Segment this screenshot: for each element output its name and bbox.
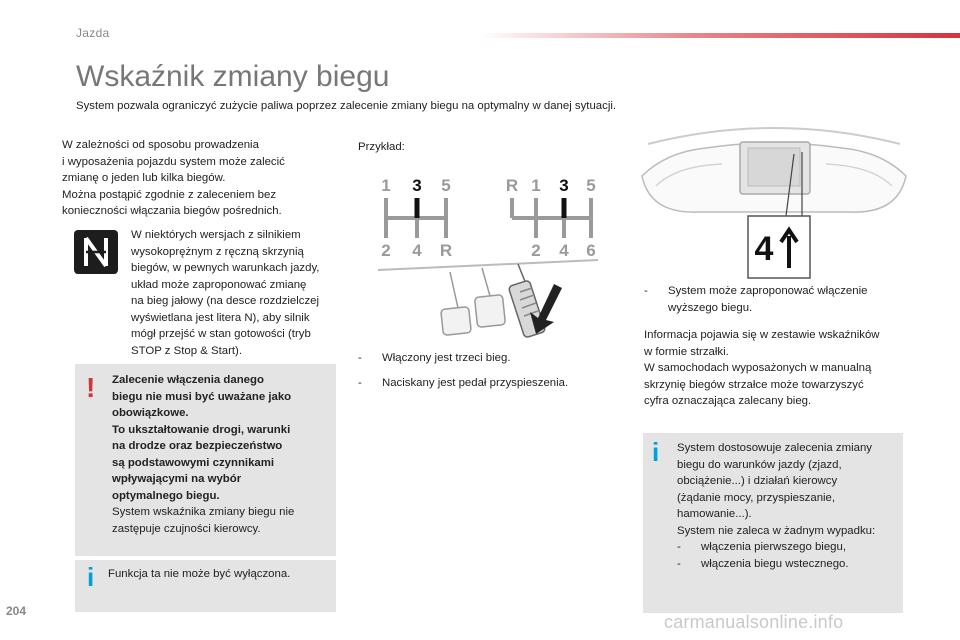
text-line: zmianę o jeden lub kilka biegów. xyxy=(62,172,226,184)
pedals xyxy=(441,264,546,338)
text-line: hamowanie...). xyxy=(677,508,752,520)
gearbox-5-speed xyxy=(381,176,452,260)
gear-label: R xyxy=(439,241,453,260)
gear-label: 5 xyxy=(441,176,451,195)
gear-label: 2 xyxy=(381,241,391,260)
warning-text xyxy=(112,372,326,537)
text-line: wysokoprężnym z ręczną skrzynią xyxy=(131,245,304,258)
text-line: cyfra oznaczająca zalecany bieg. xyxy=(644,395,812,407)
warning-icon: ! xyxy=(86,372,96,403)
info-text: Funkcja ta nie może być wyłączona. xyxy=(108,568,291,580)
text-line: konieczności włączania biegów pośrednich. xyxy=(62,205,282,217)
gear-label: 4 xyxy=(559,241,569,260)
text-line: STOP z Stop & Start). xyxy=(131,344,242,357)
text-line: biegu do warunków jazdy (zjazd, xyxy=(677,458,842,471)
warning-bold-line: Zalecenie włączenia danego xyxy=(112,374,264,386)
text-line: i wyposażenia pojazdu system może zalecić xyxy=(62,155,285,168)
warning-line: zastępuje czujności kierowcy. xyxy=(112,522,261,535)
text-line: skrzynię biegów strzałce może towarzyszyć xyxy=(644,378,864,391)
text-line: W niektórych wersjach z silnikiem xyxy=(131,229,301,241)
gear-label: 6 xyxy=(586,241,596,260)
text-line: Można postąpić zgodnie z zaleceniem bez xyxy=(62,188,277,201)
gear-label: 1 xyxy=(381,176,391,195)
text-line: W zależności od sposobu prowadzenia xyxy=(62,139,259,151)
warning-bold-line: są podstawowymi czynnikami xyxy=(112,456,275,469)
text-line: W samochodach wyposażonych w manualną xyxy=(644,362,872,374)
example-list xyxy=(358,350,608,391)
col3-paragraph xyxy=(644,327,906,410)
list-item: - Włączony jest trzeci bieg. xyxy=(358,350,608,367)
text-line: System dostosowuje zalecenia zmiany xyxy=(677,442,872,454)
instrument-cluster-illustration xyxy=(636,118,912,284)
text-line: na bieg jałowy (na desce rozdzielczej xyxy=(131,295,320,307)
text-line: System nie zaleca w żadnym wypadku: xyxy=(677,524,876,537)
info-icon: i xyxy=(652,437,660,467)
text-line: mógł przejść w stan gotowości (tryb xyxy=(131,328,311,340)
list-item: - włączenia pierwszego biegu, xyxy=(677,539,901,556)
text-line: (żądanie mocy, przyspieszanie, xyxy=(677,491,836,504)
gear-label: 5 xyxy=(586,176,596,195)
example-label: Przykład: xyxy=(358,141,405,153)
gear-label-selected: 3 xyxy=(412,176,422,195)
warning-bold-line: wpływającymi na wybór xyxy=(112,473,242,485)
list-item: - włączenia biegu wstecznego. xyxy=(677,556,901,573)
neutral-n-icon xyxy=(74,230,118,274)
watermark: carmanualsonline.info xyxy=(664,612,844,632)
col3-list xyxy=(644,283,904,316)
neutral-paragraph xyxy=(131,227,341,359)
gear-label: 2 xyxy=(531,241,541,260)
text-line: Informacja pojawia się w zestawie wskaźników xyxy=(644,329,880,341)
page-number: 204 xyxy=(6,604,27,618)
gear-label: 4 xyxy=(412,241,422,260)
text-line: w formie strzałki. xyxy=(644,345,729,358)
warning-bold-line: To ukształtowanie drogi, warunki xyxy=(112,423,291,436)
text-line: obciążenie...) i działań kierowcy xyxy=(677,475,838,487)
header-rule xyxy=(480,33,960,38)
section-header: Jazda xyxy=(76,26,110,40)
recommended-gear-digit: 4 xyxy=(754,230,774,268)
warning-bold-line: obowiązkowe. xyxy=(112,407,189,419)
gearbox-6-speed xyxy=(506,176,596,260)
info2-text xyxy=(677,440,901,572)
gear-label-selected: 3 xyxy=(559,176,569,195)
warning-bold-line: na drodze oraz bezpieczeństwo xyxy=(112,440,283,452)
warning-line: System wskaźnika zmiany biegu nie xyxy=(112,506,295,518)
info-icon: i xyxy=(87,562,95,592)
list-item: - Naciskany jest pedał przyspieszenia. xyxy=(358,375,608,392)
text-line: wyświetlana jest litera N), aby silnik xyxy=(131,311,310,324)
list-item: - System może zaproponować włączenie wyższego biegu. xyxy=(644,283,904,316)
gearbox-pedals-illustration xyxy=(358,168,620,346)
text-line: układ może zaproponować zmianę xyxy=(131,278,307,291)
warning-bold-line: optymalnego biegu. xyxy=(112,489,220,502)
gear-label: R xyxy=(505,176,519,195)
warning-bold-line: biegu nie musi być uważane jako xyxy=(112,390,292,403)
text-line: biegów, w pewnych warunkach jazdy, xyxy=(131,262,320,274)
col1-paragraph xyxy=(62,137,332,220)
intro-paragraph: System pozwala ograniczyć zużycie paliwa poprzez zalecenie zmiany biegu na optymalny w danej sytuacji. xyxy=(76,100,617,112)
page-title: Wskaźnik zmiany biegu xyxy=(76,60,390,93)
gear-label: 1 xyxy=(531,176,541,195)
